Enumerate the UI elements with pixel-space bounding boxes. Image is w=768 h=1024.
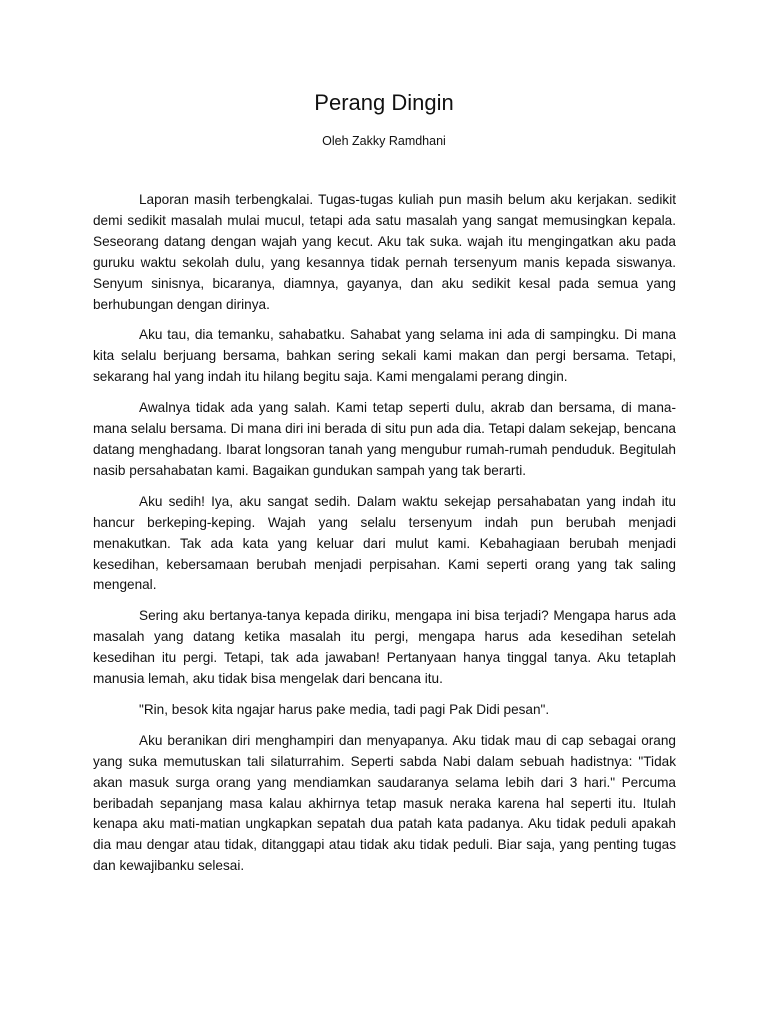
paragraph-1: Laporan masih terbengkalai. Tugas-tugas kuliah pun masih belum aku kerjakan. sedikit demi sedikit masalah mulai mucul, tetapi ada satu masalah yang sangat memusingkan kepala. Seseorang datang dengan wajah yang kecut. Aku tak suka. wajah itu mengingatkan aku pada guruku waktu sekolah dulu, yang kesannya tidak pernah tersenyum manis kepada siswanya. Senyum sinisnya, bicaranya, diamnya, gayanya, dan aku sedikit kesal pada semua yang berhubungan dengan dirinya. xyxy=(93,192,676,312)
paragraph-6-quote: "Rin, besok kita ngajar harus pake media, tadi pagi Pak Didi pesan". xyxy=(139,701,550,717)
paragraph-3: Awalnya tidak ada yang salah. Kami tetap seperti dulu, akrab dan bersama, di mana-mana selalu bersama. Di mana diri ini berada di situ pun ada dia. Tetapi dalam sekejap, bencana datang menghadang. Ibarat longsoran tanah yang mengubur rumah-rumah penduduk. Begitulah nasib persahabatan kami. Bagaikan gundukan sampah yang tak berarti. xyxy=(93,400,676,478)
document-body xyxy=(93,190,676,887)
document-title: Perang Dingin xyxy=(314,90,454,115)
document-author: Oleh Zakky Ramdhani xyxy=(322,134,446,148)
paragraph-2: Aku tau, dia temanku, sahabatku. Sahabat yang selama ini ada di sampingku. Di mana kita selalu berjuang bersama, bahkan sering sekali kami makan dan pergi bersama. Tetapi, sekarang hal yang indah itu hilang begitu saja. Kami mengalami perang dingin. xyxy=(93,327,676,385)
paragraph-5: Sering aku bertanya-tanya kepada diriku, mengapa ini bisa terjadi? Mengapa harus ada masalah yang datang ketika masalah itu pergi, mengapa harus ada kesedihan setelah kesedihan itu pergi. Tetapi, tak ada jawaban! Pertanyaan hanya tinggal tanya. Aku tetaplah manusia lemah, aku tidak bisa mengelak dari bencana itu. xyxy=(93,608,676,687)
paragraph-7: Aku beranikan diri menghampiri dan menyapanya. Aku tidak mau di cap sebagai orang yang suka memutuskan tali silaturrahim. Seperti sabda Nabi dalam sebuah hadistnya: "Tidak akan masuk surga orang yang mendiamkan saudaranya selama lebih dari 3 hari." Percuma beribadah sepanjang masa kalau akhirnya tetap masuk neraka karena hal seperti itu. Itulah kenapa aku mati-matian ungkapkan sepatah dua patah kata padanya. Aku tidak peduli apakah dia mau dengar atau tidak, ditanggapi atau tidak aku tidak peduli. Biar saja, yang penting tugas dan kewajibanku selesai. xyxy=(93,732,676,874)
paragraph-4: Aku sedih! Iya, aku sangat sedih. Dalam waktu sekejap persahabatan yang indah itu hancur berkeping-keping. Wajah yang selalu tersenyum indah pun berubah menjadi menakutkan. Tak ada kata yang keluar dari mulut kami. Kebahagiaan berubah menjadi kesedihan, kebersamaan berubah menjadi perpisahan. Kami seperti orang yang tak saling mengenal. xyxy=(93,493,676,593)
